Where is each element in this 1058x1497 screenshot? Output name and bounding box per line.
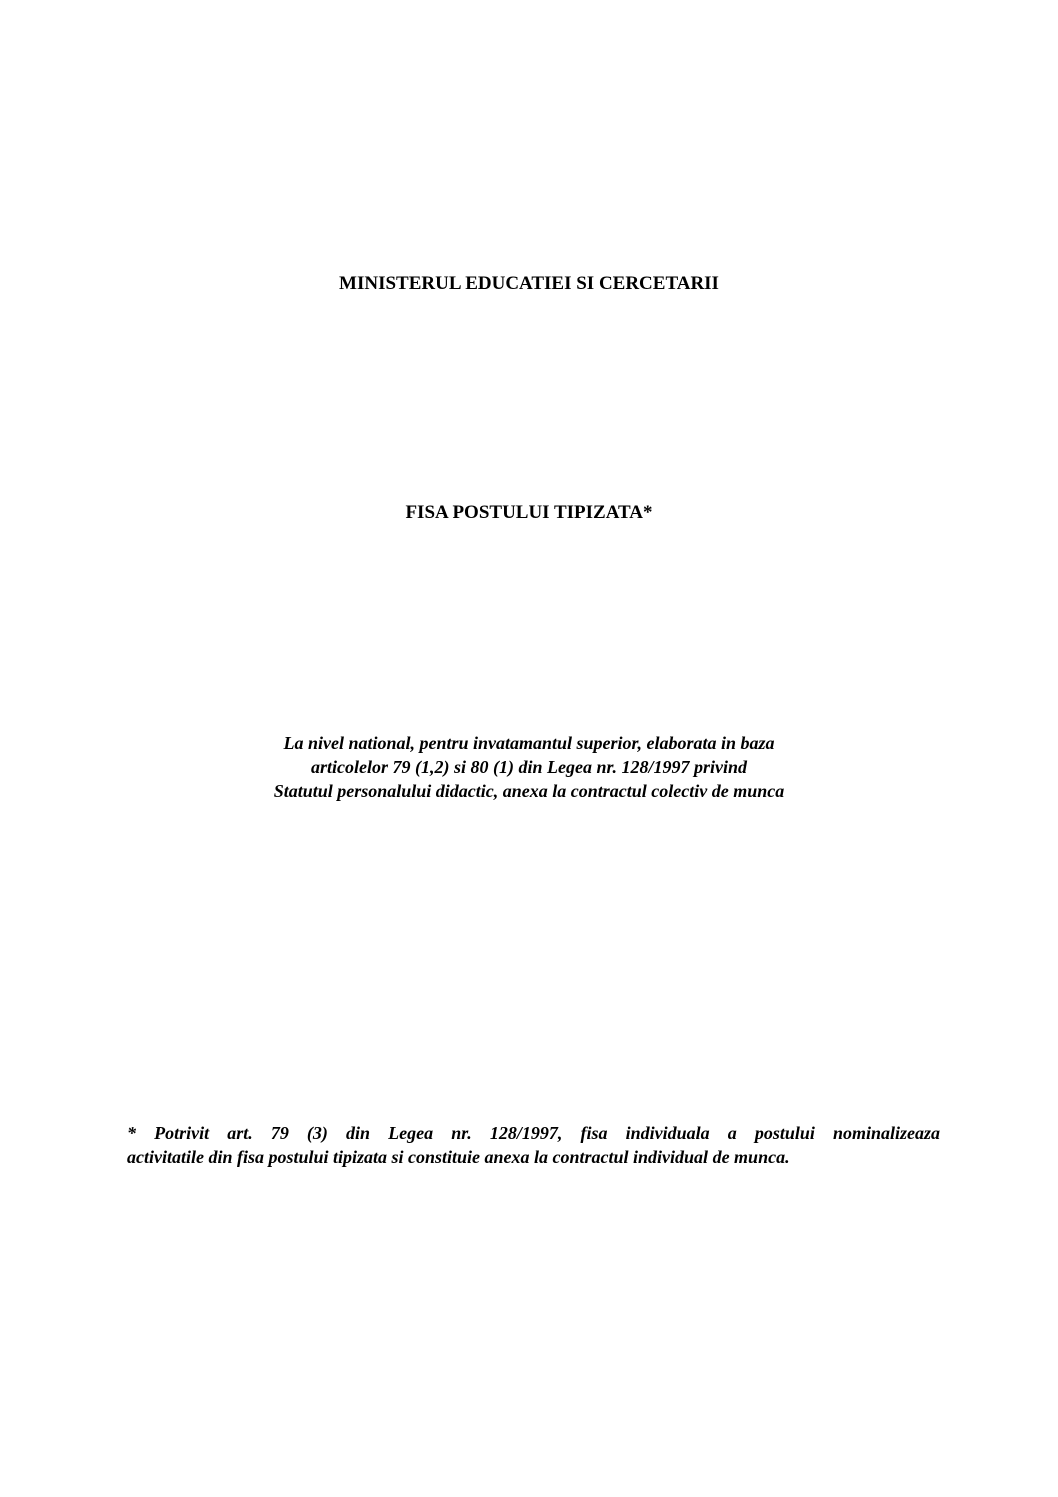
document-subtitle xyxy=(0,731,1058,803)
subtitle-line: La nivel national, pentru invatamantul superior, elaborata in baza xyxy=(283,733,775,753)
footnote-line: * Potrivit art. 79 (3) din Legea nr. 128/1997, fisa individuala a postului nominalizeaza xyxy=(127,1123,940,1143)
ministry-heading: MINISTERUL EDUCATIEI SI CERCETARII xyxy=(339,273,719,294)
document-title: FISA POSTULUI TIPIZATA* xyxy=(405,502,653,523)
footnote-line: activitatile din fisa postului tipizata si constituie anexa la contractul individual de munca. xyxy=(127,1147,790,1167)
subtitle-line: Statutul personalului didactic, anexa la contractul colectiv de munca xyxy=(273,781,785,801)
subtitle-line: articolelor 79 (1,2) si 80 (1) din Legea nr. 128/1997 privind xyxy=(311,757,747,777)
footnote xyxy=(127,1121,940,1169)
